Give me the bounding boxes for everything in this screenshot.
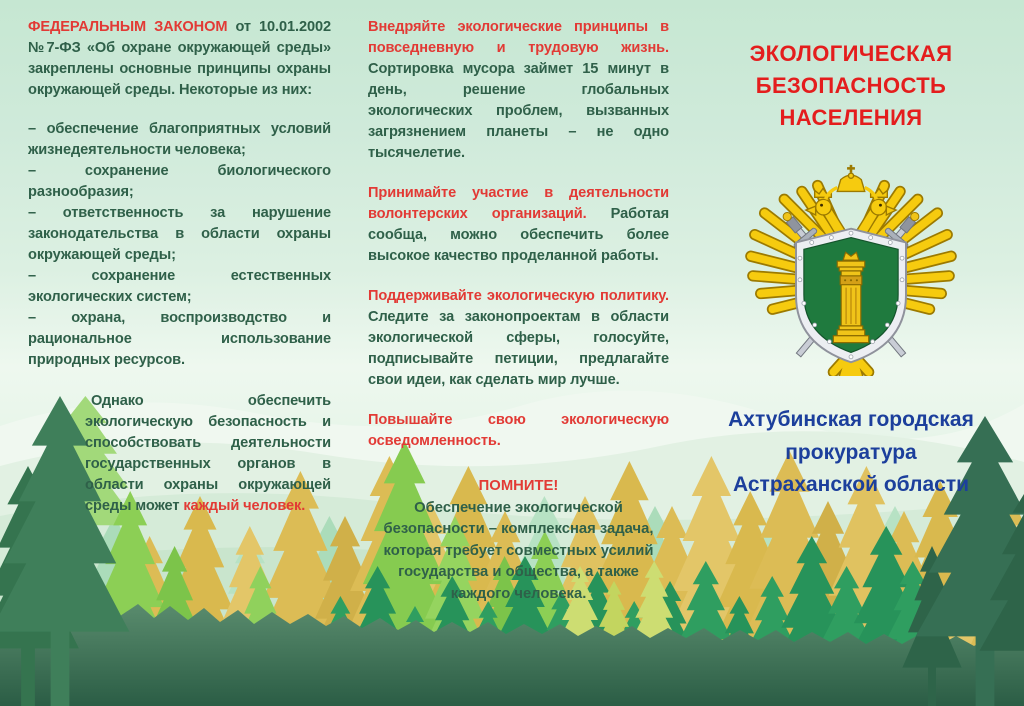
title-line: ЭКОЛОГИЧЕСКАЯ bbox=[749, 41, 953, 66]
reminder-title: ПОМНИТЕ! bbox=[478, 478, 559, 494]
outro-body: Однако обеспечить экологическую безопасность и способствовать деятельности государственных органов в области охраны окружающей среды может bbox=[85, 393, 331, 514]
intro-lead: ФЕДЕРАЛЬНЫМ ЗАКОНОМ bbox=[28, 19, 228, 35]
organization-line: прокуратура bbox=[785, 440, 917, 464]
organization-name bbox=[700, 404, 1002, 502]
tip-paragraph bbox=[368, 410, 669, 452]
title-line: НАСЕЛЕНИЯ bbox=[779, 105, 923, 130]
tip-lead: Принимайте участие в деятельности волонтерских организаций. bbox=[368, 185, 669, 222]
intro-body: от 10.01.2002 №7-ФЗ «Об охране окружающей среды» закреплены основные принципы охраны окружающей среды. Некоторые из них: bbox=[28, 19, 332, 98]
outro-paragraph bbox=[85, 391, 331, 517]
reminder-text: Обеспечение экологической безопасности – комплексная задача, которая требует совместных усилий государства и общества, а также каждого человека. bbox=[383, 500, 654, 602]
tip-paragraph bbox=[368, 17, 669, 164]
principles-list bbox=[28, 119, 331, 371]
left-panel bbox=[28, 0, 331, 517]
tip-lead: Внедряйте экологические принципы в повседневную и трудовую жизнь. bbox=[368, 19, 669, 56]
tip-paragraph bbox=[368, 183, 669, 267]
principle-item: – сохранение естественных экологических систем; bbox=[28, 268, 331, 305]
tip-lead: Повышайте свою экологическую осведомленность. bbox=[368, 412, 669, 449]
organization-line: Ахтубинская городская bbox=[728, 408, 974, 431]
tip-body: Следите за законопроектам в области экологической сферы, голосуйте, подписывайте петиции, предлагайте свои идеи, как сделать мир лучше. bbox=[368, 309, 669, 388]
principle-item: – сохранение биологического разнообразия; bbox=[28, 163, 331, 200]
title-line: БЕЗОПАСНОСТЬ bbox=[755, 73, 947, 98]
principle-item: – ответственность за нарушение законодательства в области охраны окружающей среды; bbox=[28, 205, 331, 263]
tip-paragraph bbox=[368, 286, 669, 391]
tip-body: Работая сообща, можно обеспечить более высокое качество проделанной работы. bbox=[368, 206, 669, 264]
principle-item: – обеспечение благоприятных условий жизнедеятельности человека; bbox=[28, 121, 331, 158]
intro-paragraph bbox=[28, 17, 331, 101]
brochure-title bbox=[700, 38, 1002, 134]
principle-item: – охрана, воспроизводство и рациональное использование природных ресурсов. bbox=[28, 310, 331, 368]
outro-highlight: каждый человек. bbox=[183, 498, 306, 514]
organization-line: Астраханской области bbox=[732, 473, 970, 496]
middle-panel bbox=[368, 0, 669, 605]
prosecutor-emblem-icon bbox=[743, 160, 959, 376]
tip-body: Сортировка мусора займет 15 минут в день, решение глобальных экологических проблем, вызванных загрязнением планеты – не одно тысячелетие. bbox=[368, 61, 669, 161]
tip-lead: Поддерживайте экологическую политику. bbox=[368, 288, 669, 304]
right-panel bbox=[700, 0, 1002, 502]
